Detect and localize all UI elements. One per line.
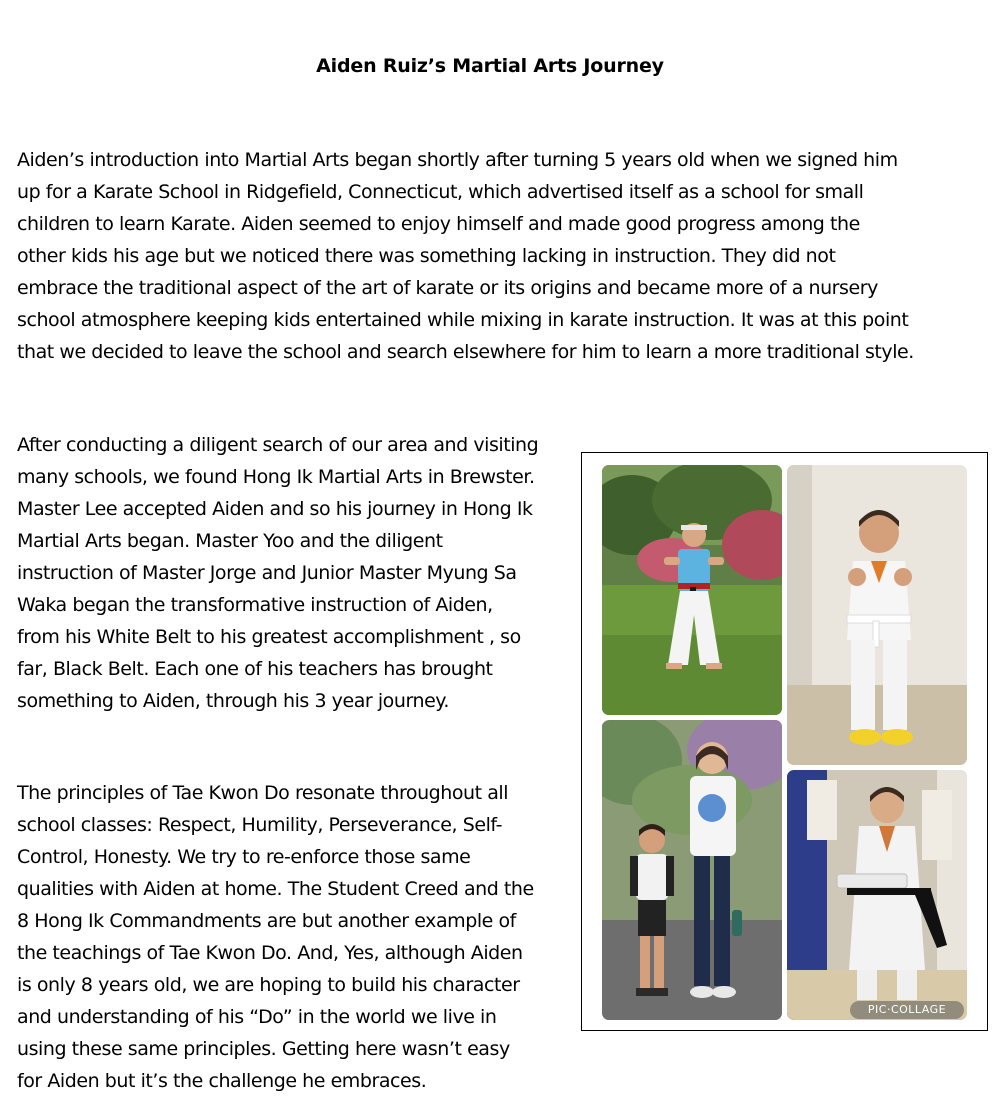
photo-karate-stance-outdoors bbox=[602, 465, 782, 715]
text-line: The principles of Tae Kwon Do resonate throughout all bbox=[17, 782, 509, 804]
text-line: the teachings of Tae Kwon Do. And, Yes, although Aiden bbox=[17, 942, 523, 964]
page-title: Aiden Ruiz’s Martial Arts Journey bbox=[316, 55, 664, 77]
text-line: Martial Arts began. Master Yoo and the diligent bbox=[17, 530, 443, 552]
text-line: embrace the traditional aspect of the art of karate or its origins and became more of a nursery bbox=[17, 277, 878, 299]
text-line: is only 8 years old, we are hoping to build his character bbox=[17, 974, 520, 996]
pic-collage-watermark: PIC·COLLAGE bbox=[850, 1001, 964, 1019]
text-line: Aiden’s introduction into Martial Arts began shortly after turning 5 years old when we signed him bbox=[17, 149, 898, 171]
text-line: and understanding of his “Do” in the world we live in bbox=[17, 1006, 497, 1028]
text-line: from his White Belt to his greatest accomplishment , so bbox=[17, 626, 521, 648]
text-line: for Aiden but it’s the challenge he embraces. bbox=[17, 1070, 427, 1092]
text-line: something to Aiden, through his 3 year journey. bbox=[17, 690, 449, 712]
text-line: After conducting a diligent search of our area and visiting bbox=[17, 434, 539, 456]
paragraph-intro bbox=[17, 144, 967, 368]
text-line: children to learn Karate. Aiden seemed to enjoy himself and made good progress among the bbox=[17, 213, 860, 235]
text-line: many schools, we found Hong Ik Martial Arts in Brewster. bbox=[17, 466, 535, 488]
photo-with-senior-student bbox=[602, 720, 782, 1020]
text-line: 8 Hong Ik Commandments are but another example of bbox=[17, 910, 516, 932]
paragraph-principles bbox=[17, 777, 572, 1097]
text-line: Waka began the transformative instruction of Aiden, bbox=[17, 594, 493, 616]
photo-white-belt-indoors bbox=[787, 465, 967, 765]
text-line: school atmosphere keeping kids entertained while mixing in karate instruction. It was at this point bbox=[17, 309, 909, 331]
text-line: Control, Honesty. We try to re-enforce those same bbox=[17, 846, 471, 868]
paragraph-hong-ik bbox=[17, 429, 572, 717]
text-line: school classes: Respect, Humility, Perseverance, Self- bbox=[17, 814, 503, 836]
text-line: other kids his age but we noticed there was something lacking in instruction. They did not bbox=[17, 245, 836, 267]
text-line: that we decided to leave the school and search elsewhere for him to learn a more traditional style. bbox=[17, 341, 914, 363]
photo-black-belt-ceremony bbox=[787, 770, 967, 1020]
photo-collage bbox=[581, 452, 988, 1031]
text-line: far, Black Belt. Each one of his teachers has brought bbox=[17, 658, 493, 680]
text-line: qualities with Aiden at home. The Student Creed and the bbox=[17, 878, 534, 900]
text-line: instruction of Master Jorge and Junior Master Myung Sa bbox=[17, 562, 517, 584]
text-line: using these same principles. Getting here wasn’t easy bbox=[17, 1038, 510, 1060]
text-line: Master Lee accepted Aiden and so his journey in Hong Ik bbox=[17, 498, 533, 520]
text-line: up for a Karate School in Ridgefield, Connecticut, which advertised itself as a school for small bbox=[17, 181, 864, 203]
